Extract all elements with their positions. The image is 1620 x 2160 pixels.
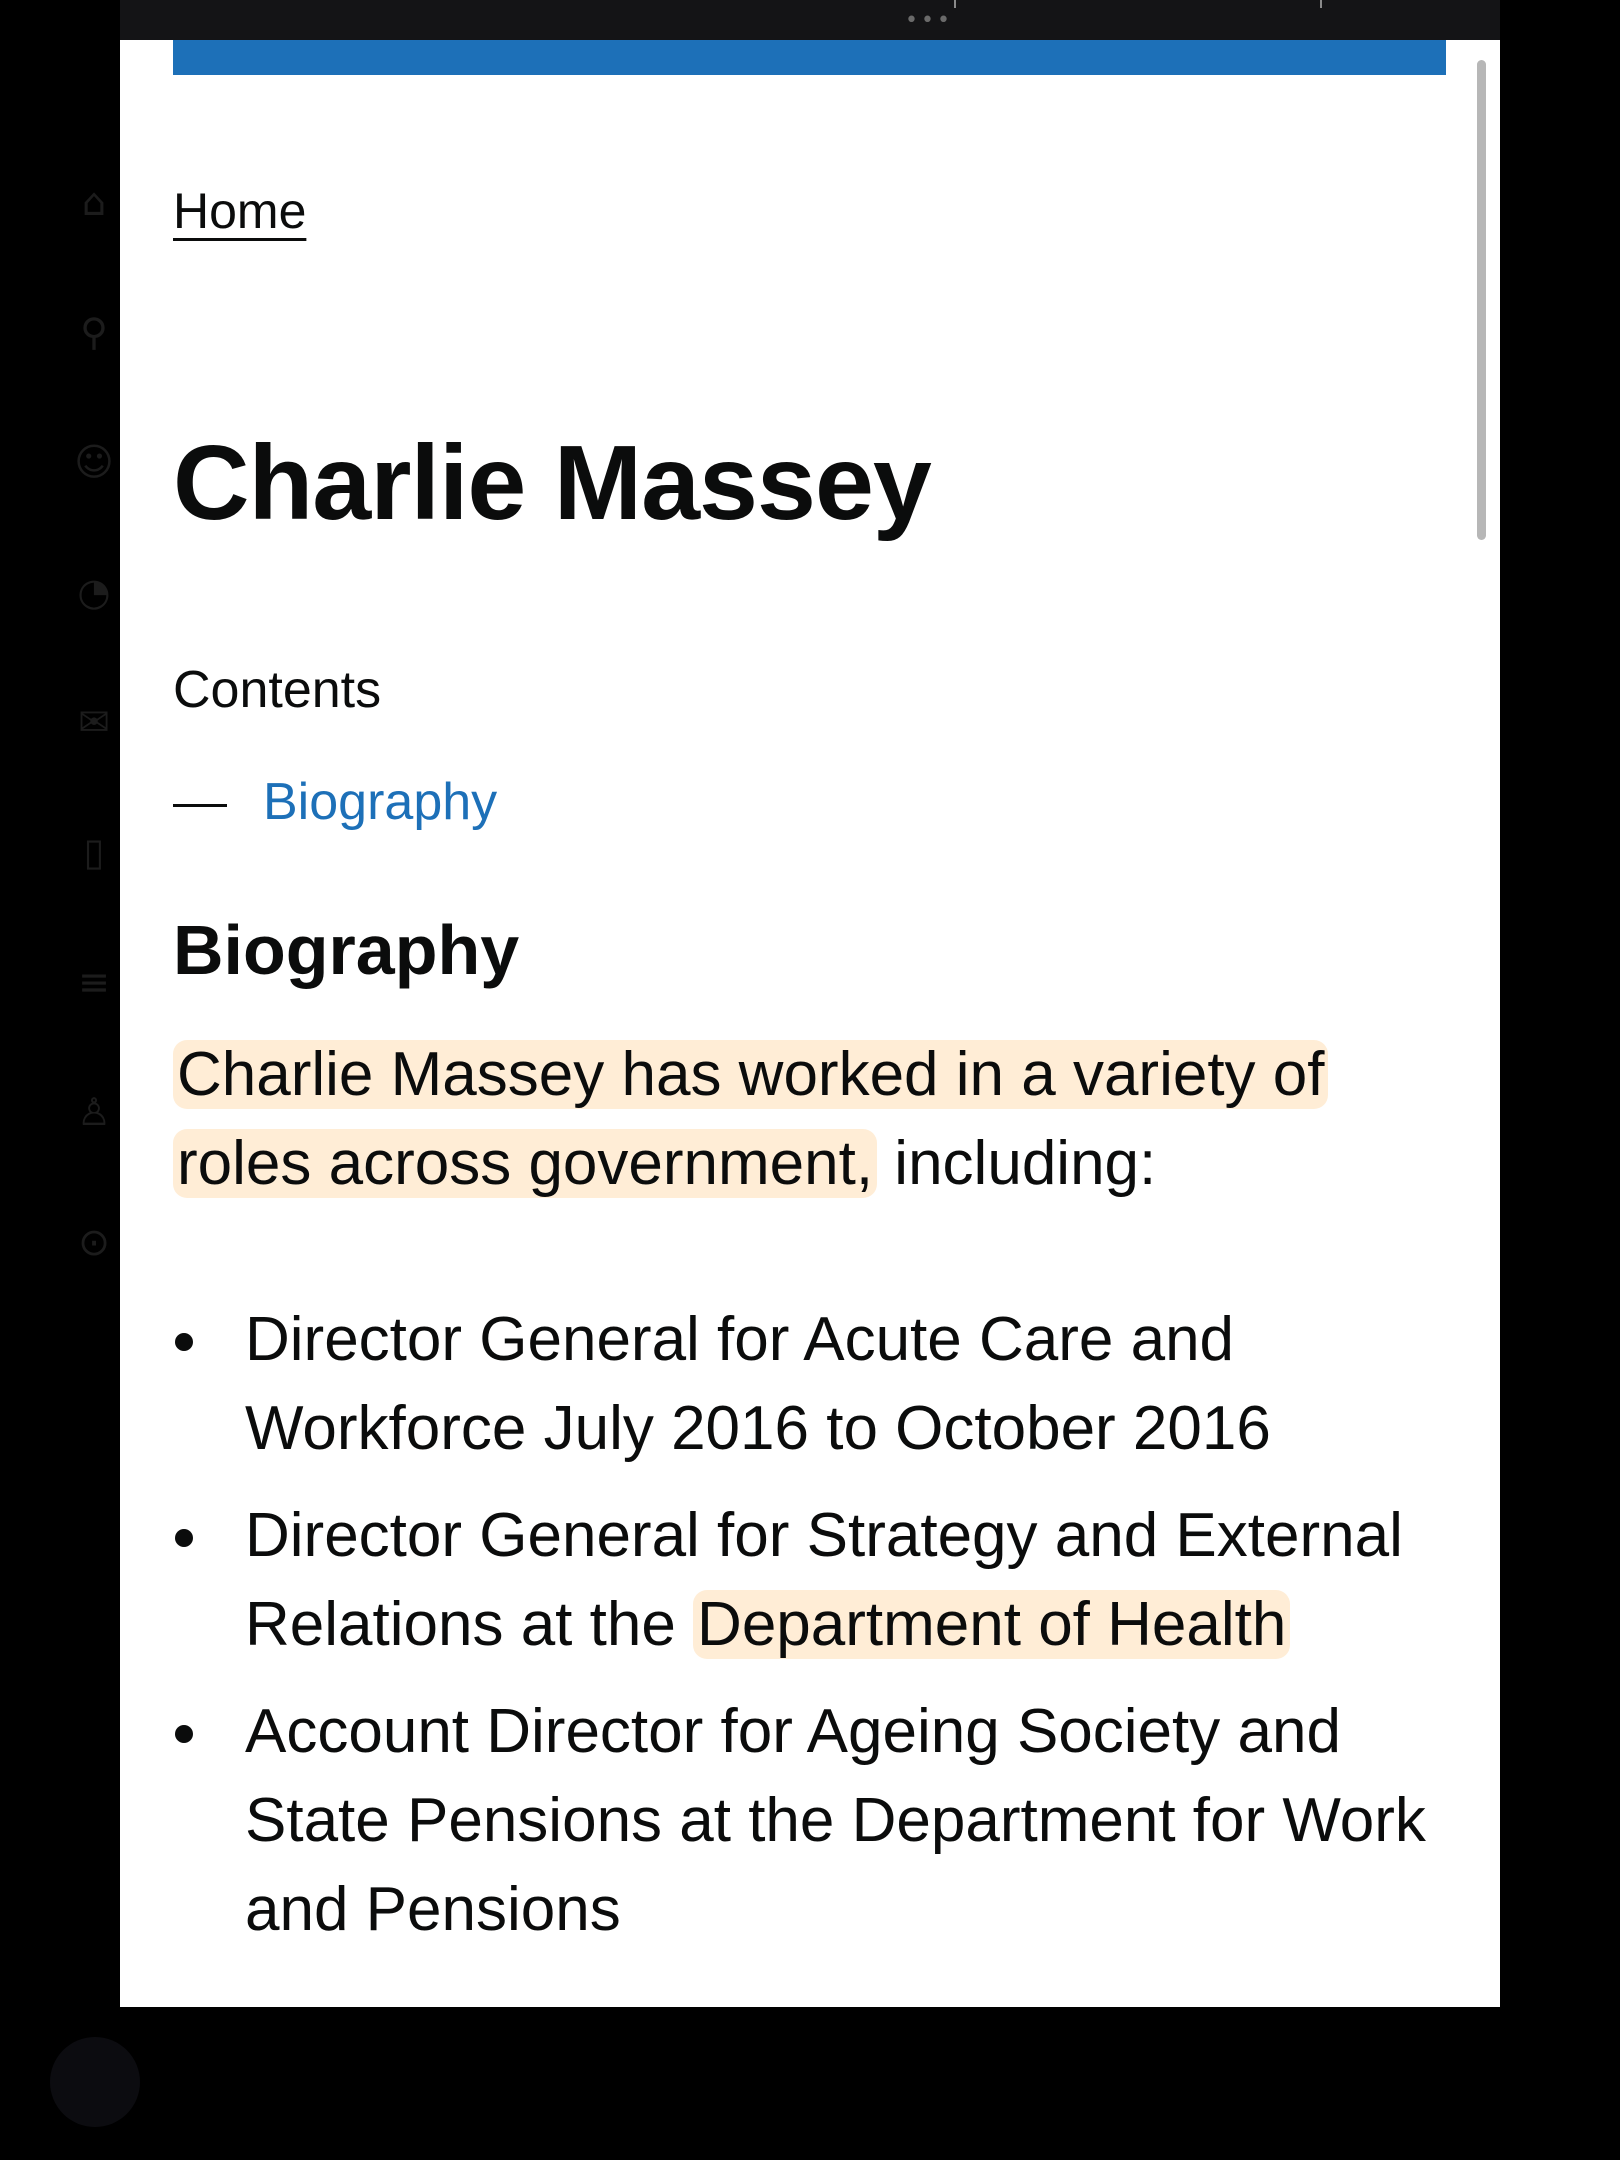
people-icon[interactable]: ☺: [74, 440, 114, 484]
page-title: Charlie Massey: [173, 424, 931, 542]
compose-button[interactable]: [50, 2037, 140, 2127]
mail-icon[interactable]: ✉: [78, 700, 110, 744]
profile-icon[interactable]: ♙: [76, 1090, 112, 1134]
top-bar: [120, 0, 1500, 40]
bullet-icon: [175, 1725, 193, 1743]
roles-list: [173, 1295, 1473, 1972]
list-item: [173, 1491, 1473, 1669]
list-item-text: Account Director for Ageing Society and State Pensions at the Department for Work and Pensions: [245, 1697, 1426, 1944]
intro-text: including:: [877, 1129, 1157, 1198]
header-bar: [173, 40, 1446, 75]
list-item: [173, 1687, 1473, 1954]
highlighted-text: Charlie Massey has worked in a variety of roles across government,: [173, 1040, 1328, 1198]
home-icon[interactable]: ⌂: [81, 180, 107, 224]
list-item-text: Director General for Strategy and External Relations at the: [245, 1501, 1403, 1659]
divider-tick: [954, 0, 956, 8]
intro-paragraph: [173, 1030, 1443, 1208]
list-item: [173, 1295, 1473, 1473]
contents-link-biography[interactable]: Biography: [263, 773, 498, 831]
list-icon[interactable]: ≡: [78, 960, 110, 1004]
search-icon[interactable]: ⚲: [80, 310, 108, 354]
divider-tick: [1320, 0, 1322, 8]
breadcrumb-home-link[interactable]: Home: [173, 183, 307, 239]
background-toolbar: [0, 2007, 1620, 2160]
bell-icon[interactable]: ◔: [77, 570, 111, 614]
contents-label: Contents: [173, 661, 382, 719]
browser-panel: [120, 40, 1500, 2007]
contents-item: [173, 772, 497, 832]
bullet-icon: [175, 1333, 193, 1351]
section-heading: Biography: [173, 911, 520, 989]
bookmark-icon[interactable]: ▯: [83, 830, 105, 874]
list-item-text: Director General for Acute Care and Workforce July 2016 to October 2016: [245, 1305, 1271, 1463]
bullet-icon: [175, 1529, 193, 1547]
scrollbar[interactable]: [1477, 60, 1486, 540]
highlighted-text: Department of Health: [693, 1590, 1290, 1659]
more-icon[interactable]: ⊙: [78, 1220, 110, 1264]
dash-icon: [173, 804, 227, 807]
handle-dots-icon[interactable]: •••: [905, 8, 953, 33]
